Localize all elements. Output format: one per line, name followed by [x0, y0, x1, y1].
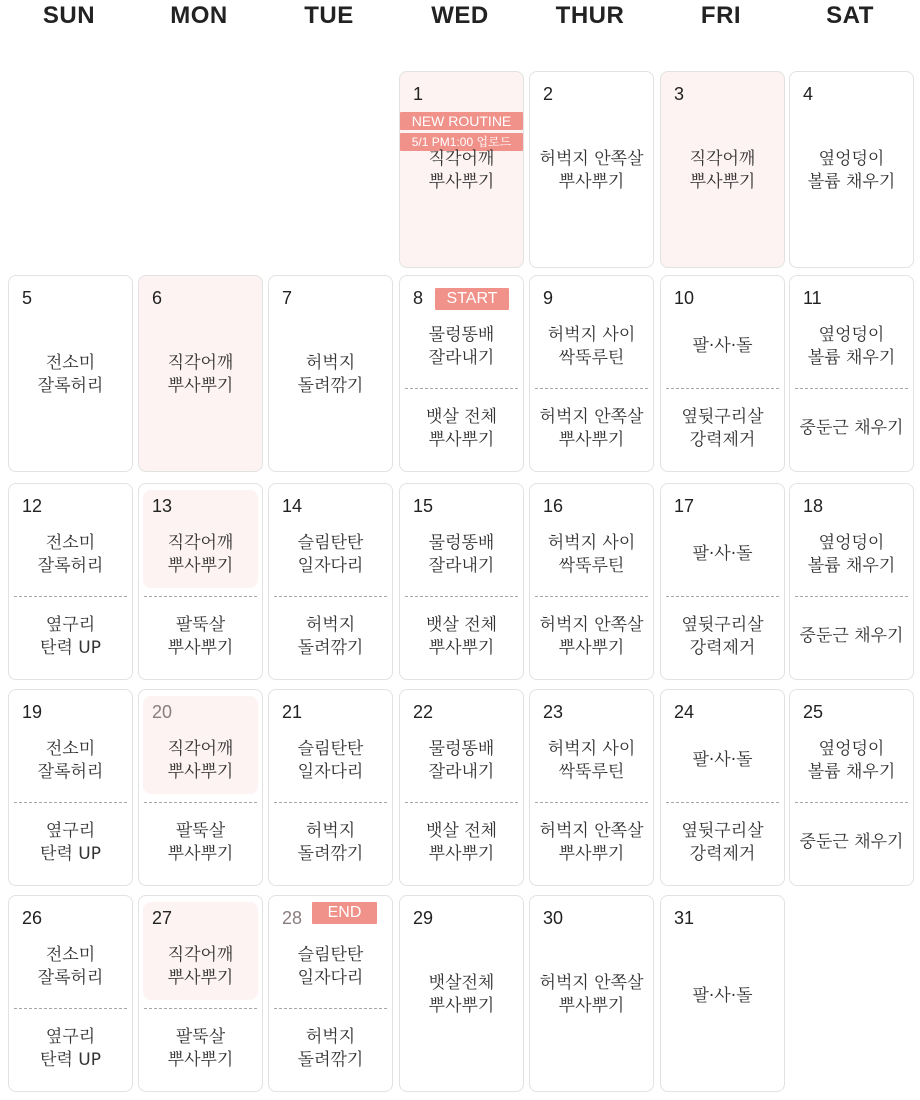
- day-number: 4: [803, 84, 814, 104]
- routine-line: 팔·사·돌: [692, 336, 753, 356]
- routine-divider: [795, 802, 908, 803]
- routine-text: [661, 148, 784, 194]
- day-number: 22: [413, 702, 434, 722]
- routine-text: [530, 532, 653, 578]
- routine-text-secondary: [661, 614, 784, 660]
- routine-line: 허벅지: [305, 1027, 356, 1047]
- routine-line: 팔뚝살: [175, 821, 226, 841]
- calendar-day-cell[interactable]: [660, 275, 785, 472]
- routine-line: 옆엉덩이: [818, 325, 885, 345]
- routine-divider: [274, 1008, 387, 1009]
- routine-text: [790, 532, 913, 578]
- calendar-day-cell[interactable]: [660, 71, 785, 268]
- day-number: 5: [22, 288, 33, 308]
- routine-line: 물렁똥배: [428, 533, 495, 553]
- routine-text-secondary: [9, 820, 132, 866]
- routine-divider: [795, 596, 908, 597]
- day-number: 14: [282, 496, 303, 516]
- routine-text: [530, 148, 653, 194]
- routine-divider: [535, 802, 648, 803]
- routine-line: 팔뚝살: [175, 615, 226, 635]
- routine-line: 허벅지 안쪽살: [539, 407, 644, 427]
- routine-line: 볼륨 채우기: [807, 556, 896, 576]
- calendar-day-cell[interactable]: [789, 71, 914, 268]
- routine-divider: [274, 596, 387, 597]
- day-number: 1: [413, 84, 424, 104]
- routine-text: [139, 738, 262, 784]
- routine-line: 뿌사뿌기: [167, 376, 234, 396]
- day-number: 27: [152, 908, 173, 928]
- routine-line: 직각어깨: [428, 149, 495, 169]
- routine-text: [269, 738, 392, 784]
- routine-line: 직각어깨: [167, 353, 234, 373]
- routine-line: 직각어깨: [167, 739, 234, 759]
- routine-text-secondary: [790, 831, 913, 854]
- day-number: 28: [282, 908, 303, 928]
- routine-text: [661, 543, 784, 566]
- day-number: 8: [413, 288, 424, 308]
- routine-line: 허벅지 사이: [547, 533, 636, 553]
- calendar-day-cell[interactable]: [529, 689, 654, 886]
- routine-line: 잘록허리: [37, 376, 104, 396]
- routine-line: 옆구리: [45, 615, 96, 635]
- day-number: 3: [674, 84, 685, 104]
- routine-line: 팔·사·돌: [692, 986, 753, 1006]
- routine-text-secondary: [530, 614, 653, 660]
- calendar-day-cell[interactable]: [529, 275, 654, 472]
- day-number: 9: [543, 288, 554, 308]
- day-number: 7: [282, 288, 293, 308]
- routine-divider: [666, 596, 779, 597]
- calendar-day-cell[interactable]: [529, 71, 654, 268]
- routine-divider: [14, 1008, 127, 1009]
- routine-line: 잘록허리: [37, 762, 104, 782]
- routine-line: 옆엉덩이: [818, 739, 885, 759]
- routine-line: 직각어깨: [167, 533, 234, 553]
- routine-divider: [14, 802, 127, 803]
- routine-text: [790, 148, 913, 194]
- day-number: 16: [543, 496, 564, 516]
- day-number: 25: [803, 702, 824, 722]
- routine-line: 전소미: [45, 353, 96, 373]
- day-number: 26: [22, 908, 43, 928]
- routine-line: 슬림탄탄: [297, 533, 364, 553]
- routine-text: [9, 738, 132, 784]
- routine-line: 중둔근 채우기: [799, 418, 904, 438]
- routine-line: 강력제거: [689, 430, 756, 450]
- routine-line: 싹뚝루틴: [558, 348, 625, 368]
- routine-text-secondary: [790, 625, 913, 648]
- routine-line: 뿌사뿌기: [167, 556, 234, 576]
- calendar-day-cell[interactable]: [660, 689, 785, 886]
- routine-line: 잘록허리: [37, 968, 104, 988]
- routine-text-secondary: [400, 406, 523, 452]
- routine-line: 뱃살 전체: [425, 407, 498, 427]
- calendar-day-cell[interactable]: [138, 483, 263, 680]
- calendar-day-cell[interactable]: [789, 483, 914, 680]
- routine-text-secondary: [661, 406, 784, 452]
- routine-line: 슬림탄탄: [297, 945, 364, 965]
- routine-line: 허벅지 사이: [547, 325, 636, 345]
- routine-line: 잘록허리: [37, 556, 104, 576]
- routine-text-secondary: [9, 614, 132, 660]
- calendar-day-cell[interactable]: [529, 483, 654, 680]
- routine-text-secondary: [400, 614, 523, 660]
- day-number: 20: [152, 702, 173, 722]
- day-number: 17: [674, 496, 695, 516]
- calendar-day-cell[interactable]: [268, 483, 393, 680]
- routine-text: [530, 738, 653, 784]
- routine-line: 뿌사뿌기: [428, 430, 495, 450]
- routine-line: 전소미: [45, 945, 96, 965]
- routine-line: 허벅지: [305, 615, 356, 635]
- routine-line: 탄력 UP: [40, 844, 101, 864]
- routine-text: [269, 944, 392, 990]
- calendar-day-cell[interactable]: [138, 895, 263, 1092]
- day-number: 19: [22, 702, 43, 722]
- calendar-day-cell[interactable]: [8, 689, 133, 886]
- routine-line: 옆뒷구리살: [681, 821, 764, 841]
- routine-line: 허벅지 안쪽살: [539, 821, 644, 841]
- routine-text: [400, 532, 523, 578]
- routine-line: 중둔근 채우기: [799, 832, 904, 852]
- routine-line: 강력제거: [689, 844, 756, 864]
- routine-line: 뿌사뿌기: [428, 172, 495, 192]
- routine-line: 뿌사뿌기: [558, 638, 625, 658]
- routine-line: 직각어깨: [689, 149, 756, 169]
- routine-text-secondary: [9, 1026, 132, 1072]
- routine-line: 물렁똥배: [428, 739, 495, 759]
- routine-line: 팔뚝살: [175, 1027, 226, 1047]
- routine-divider: [535, 388, 648, 389]
- end-badge: END: [312, 902, 377, 924]
- routine-divider: [144, 596, 257, 597]
- routine-divider: [535, 596, 648, 597]
- day-number: 6: [152, 288, 163, 308]
- day-number: 21: [282, 702, 303, 722]
- day-number: 15: [413, 496, 434, 516]
- routine-line: 강력제거: [689, 638, 756, 658]
- routine-divider: [144, 1008, 257, 1009]
- routine-text: [9, 352, 132, 398]
- routine-line: 뿌사뿌기: [167, 968, 234, 988]
- routine-divider: [795, 388, 908, 389]
- routine-line: 허벅지 안쪽살: [539, 149, 644, 169]
- routine-line: 팔·사·돌: [692, 544, 753, 564]
- routine-text: [790, 738, 913, 784]
- routine-line: 돌려깎기: [297, 376, 364, 396]
- calendar-day-cell[interactable]: [138, 689, 263, 886]
- routine-line: 뿌사뿌기: [167, 1050, 234, 1070]
- routine-text-secondary: [139, 614, 262, 660]
- weekday-header: [0, 0, 920, 40]
- routine-line: 뿌사뿌기: [558, 844, 625, 864]
- weekday-wed: WED: [431, 2, 489, 29]
- routine-line: 허벅지 사이: [547, 739, 636, 759]
- routine-text-secondary: [139, 820, 262, 866]
- routine-line: 뿌사뿌기: [167, 762, 234, 782]
- routine-line: 허벅지 안쪽살: [539, 615, 644, 635]
- calendar-day-cell[interactable]: [660, 483, 785, 680]
- routine-text: [400, 324, 523, 370]
- routine-divider: [666, 388, 779, 389]
- routine-line: 잘라내기: [428, 762, 495, 782]
- routine-line: 허벅지: [305, 353, 356, 373]
- weekday-mon: MON: [170, 2, 228, 29]
- routine-line: 뿌사뿌기: [428, 638, 495, 658]
- routine-line: 옆구리: [45, 821, 96, 841]
- calendar-day-cell[interactable]: [399, 71, 524, 268]
- calendar-day-cell[interactable]: [399, 689, 524, 886]
- routine-text: [269, 352, 392, 398]
- calendar-day-cell[interactable]: [8, 895, 133, 1092]
- routine-text: [530, 972, 653, 1018]
- routine-line: 탄력 UP: [40, 638, 101, 658]
- routine-text-secondary: [530, 820, 653, 866]
- routine-line: 뿌사뿌기: [428, 996, 495, 1016]
- start-badge: START: [435, 288, 509, 310]
- routine-text-secondary: [400, 820, 523, 866]
- routine-line: 돌려깎기: [297, 1050, 364, 1070]
- routine-text-secondary: [790, 417, 913, 440]
- routine-text: [400, 738, 523, 784]
- routine-line: 뱃살 전체: [425, 615, 498, 635]
- routine-line: 싹뚝루틴: [558, 762, 625, 782]
- routine-line: 뿌사뿌기: [558, 430, 625, 450]
- routine-line: 잘라내기: [428, 348, 495, 368]
- routine-text-secondary: [661, 820, 784, 866]
- routine-divider: [405, 388, 518, 389]
- routine-text: [9, 944, 132, 990]
- calendar-day-cell[interactable]: [399, 895, 524, 1092]
- calendar-day-cell[interactable]: [8, 483, 133, 680]
- routine-text: [661, 985, 784, 1008]
- routine-text-secondary: [269, 1026, 392, 1072]
- calendar-day-cell[interactable]: [268, 275, 393, 472]
- routine-text-secondary: [269, 614, 392, 660]
- new-routine-badge: NEW ROUTINE: [400, 112, 523, 130]
- weekday-tue: TUE: [304, 2, 354, 29]
- calendar-day-cell[interactable]: [399, 275, 524, 472]
- routine-line: 중둔근 채우기: [799, 626, 904, 646]
- routine-line: 일자다리: [297, 762, 364, 782]
- routine-line: 일자다리: [297, 556, 364, 576]
- routine-text-secondary: [139, 1026, 262, 1072]
- routine-line: 탄력 UP: [40, 1050, 101, 1070]
- routine-text: [530, 324, 653, 370]
- routine-text: [9, 532, 132, 578]
- calendar-day-cell[interactable]: [789, 689, 914, 886]
- upload-time-badge: 5/1 PM1:00 업로드: [400, 133, 523, 151]
- routine-line: 전소미: [45, 533, 96, 553]
- weekday-sun: SUN: [42, 2, 96, 29]
- calendar-day-cell[interactable]: [138, 275, 263, 472]
- routine-text-secondary: [530, 406, 653, 452]
- routine-text: [269, 532, 392, 578]
- routine-line: 뿌사뿌기: [558, 172, 625, 192]
- calendar-day-cell[interactable]: [268, 895, 393, 1092]
- routine-line: 뿌사뿌기: [167, 638, 234, 658]
- routine-line: 옆뒷구리살: [681, 615, 764, 635]
- calendar-day-cell[interactable]: [660, 895, 785, 1092]
- day-number: 31: [674, 908, 695, 928]
- routine-divider: [405, 802, 518, 803]
- routine-text: [661, 749, 784, 772]
- routine-line: 잘라내기: [428, 556, 495, 576]
- weekday-thur: THUR: [555, 2, 625, 29]
- day-number: 10: [674, 288, 695, 308]
- day-number: 30: [543, 908, 564, 928]
- day-number: 29: [413, 908, 434, 928]
- day-number: 23: [543, 702, 564, 722]
- routine-line: 돌려깎기: [297, 844, 364, 864]
- calendar-day-cell[interactable]: [529, 895, 654, 1092]
- routine-line: 슬림탄탄: [297, 739, 364, 759]
- routine-line: 볼륨 채우기: [807, 762, 896, 782]
- routine-divider: [405, 596, 518, 597]
- routine-text: [139, 944, 262, 990]
- routine-line: 뿌사뿌기: [689, 172, 756, 192]
- routine-line: 뿌사뿌기: [558, 996, 625, 1016]
- routine-line: 물렁똥배: [428, 325, 495, 345]
- routine-line: 뿌사뿌기: [428, 844, 495, 864]
- routine-line: 뱃살 전체: [425, 821, 498, 841]
- routine-line: 볼륨 채우기: [807, 172, 896, 192]
- day-number: 2: [543, 84, 554, 104]
- calendar-day-cell[interactable]: [789, 275, 914, 472]
- routine-line: 돌려깎기: [297, 638, 364, 658]
- routine-text: [139, 352, 262, 398]
- day-number: 13: [152, 496, 173, 516]
- routine-line: 옆구리: [45, 1027, 96, 1047]
- routine-text-secondary: [269, 820, 392, 866]
- routine-line: 옆엉덩이: [818, 533, 885, 553]
- routine-text: [790, 324, 913, 370]
- routine-text: [400, 148, 523, 194]
- day-number: 12: [22, 496, 43, 516]
- day-number: 11: [803, 288, 822, 308]
- routine-line: 옆뒷구리살: [681, 407, 764, 427]
- calendar-day-cell[interactable]: [268, 689, 393, 886]
- routine-line: 옆엉덩이: [818, 149, 885, 169]
- routine-line: 허벅지: [305, 821, 356, 841]
- routine-line: 전소미: [45, 739, 96, 759]
- weekday-sat: SAT: [826, 2, 874, 29]
- routine-text: [139, 532, 262, 578]
- routine-divider: [274, 802, 387, 803]
- routine-divider: [14, 596, 127, 597]
- calendar-day-cell[interactable]: [399, 483, 524, 680]
- routine-line: 팔·사·돌: [692, 750, 753, 770]
- weekday-fri: FRI: [700, 2, 742, 29]
- routine-line: 볼륨 채우기: [807, 348, 896, 368]
- routine-line: 싹뚝루틴: [558, 556, 625, 576]
- routine-text: [661, 335, 784, 358]
- routine-divider: [666, 802, 779, 803]
- routine-line: 뿌사뿌기: [167, 844, 234, 864]
- routine-text: [400, 972, 523, 1018]
- routine-divider: [144, 802, 257, 803]
- day-number: 24: [674, 702, 695, 722]
- routine-line: 일자다리: [297, 968, 364, 988]
- routine-line: 직각어깨: [167, 945, 234, 965]
- routine-line: 뱃살전체: [428, 973, 495, 993]
- day-number: 18: [803, 496, 824, 516]
- calendar-day-cell[interactable]: [8, 275, 133, 472]
- routine-line: 허벅지 안쪽살: [539, 973, 644, 993]
